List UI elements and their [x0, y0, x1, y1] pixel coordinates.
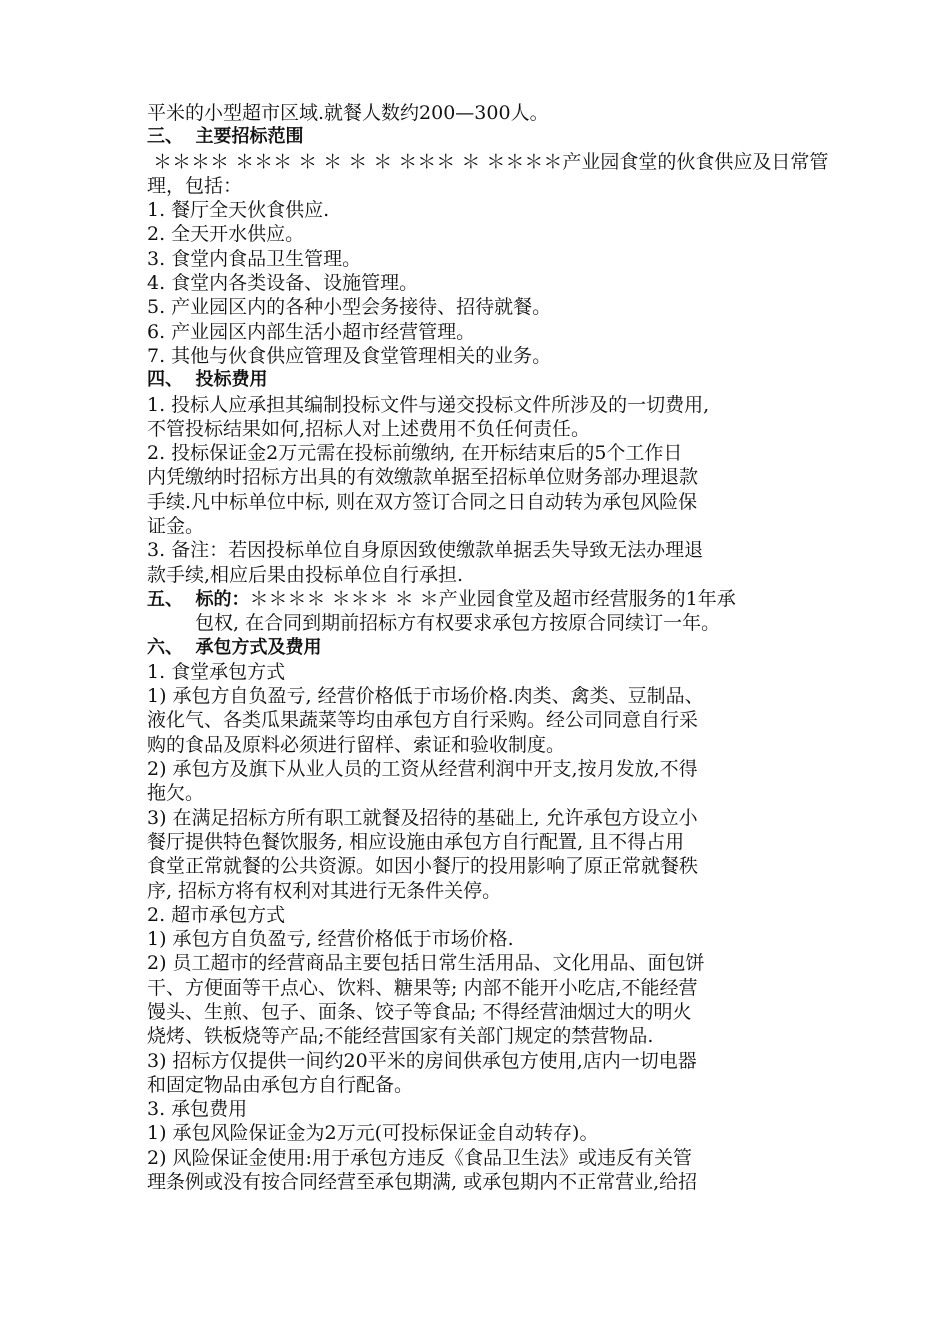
text-line: 馒头、生煎、包子、面条、饺子等食品; 不得经营油烟过大的明火	[147, 1000, 692, 1023]
text-line: 食堂正常就餐的公共资源。如因小餐厅的投用影响了原正常就餐秩	[147, 855, 699, 878]
text-line: 平米的小型超市区域.就餐人数约200—300人。	[147, 102, 549, 124]
section-heading: 五、 标的：	[147, 588, 250, 610]
text-line: 3) 招标方仅提供一间约20平米的房间供承包方使用,店内一切电器	[147, 1049, 697, 1072]
section-heading: 六、 承包方式及费用	[147, 636, 322, 658]
list-item: 7. 其他与伙食供应管理及食堂管理相关的业务。	[147, 344, 552, 367]
text-line: 3. 备注：若因投标单位自身原因致使缴款单据丢失导致无法办理退	[147, 539, 704, 562]
text-line: ＊＊＊＊ ＊＊＊ ＊ ＊ ＊ ＊ ＊＊＊ ＊ ＊＊＊＊产业园食堂的伙食供应及日常管	[147, 150, 829, 173]
text-line: 证金。	[147, 515, 205, 538]
text-line: 1. 投标人应承担其编制投标文件与递交投标文件所涉及的一切费用,	[147, 393, 710, 416]
text-line: 1) 承包方自负盈亏, 经营价格低于市场价格.肉类、禽类、豆制品、	[147, 685, 704, 708]
text-line: 和固定物品由承包方自行配备。	[147, 1073, 414, 1096]
text-line: 2) 风险保证金使用:用于承包方违反《食品卫生法》或违反有关管	[147, 1146, 692, 1169]
text-line: 2) 员工超市的经营商品主要包括日常生活用品、文化用品、面包饼	[147, 952, 705, 975]
text-line: 购的食品及原料必须进行留样、索证和验收制度。	[147, 733, 566, 756]
list-item: 6. 产业园区内部生活小超市经营管理。	[147, 320, 476, 343]
text-line: 款手续,相应后果由投标单位自行承担.	[147, 563, 464, 586]
text-line: 理条例或没有按合同经营至承包期满, 或承包期内不正常营业,给招	[147, 1171, 698, 1194]
text-line: 烧烤、铁板烧等产品;不能经营国家有关部门规定的禁营物品.	[147, 1025, 654, 1048]
text-line: 3) 在满足招标方所有职工就餐及招待的基础上, 允许承包方设立小	[147, 806, 698, 829]
text-line: 包权, 在合同到期前招标方有权要求承包方按原合同续订一年。	[195, 612, 721, 635]
section-heading-with-text	[147, 587, 817, 611]
list-item: 2. 全天开水供应。	[147, 223, 305, 246]
section-heading: 四、 投标费用	[147, 369, 268, 391]
list-item: 3. 承包费用	[147, 1098, 248, 1121]
section-heading: 三、 主要招标范围	[147, 126, 304, 148]
text-line: 内凭缴纳时招标方出具的有效缴款单据至招标单位财务部办理退款	[147, 466, 699, 489]
list-item: 2. 超市承包方式	[147, 903, 286, 926]
text-line: 理，包括：	[147, 174, 243, 197]
text-line: 拖欠。	[147, 782, 205, 805]
text-fragment: ＊＊＊＊ ＊＊＊ ＊ ＊产业园食堂及超市经营服务的1年承	[249, 587, 736, 610]
document-page	[147, 101, 829, 1194]
text-line: 1) 承包风险保证金为2万元(可投标保证金自动转存)。	[147, 1122, 599, 1145]
list-item: 1. 餐厅全天伙食供应.	[147, 199, 330, 222]
text-line: 不管投标结果如何,招标人对上述费用不负任何责任。	[147, 417, 591, 440]
text-line: 液化气、各类瓜果蔬菜等均由承包方自行采购。经公司同意自行采	[147, 709, 699, 732]
list-item: 1. 食堂承包方式	[147, 660, 286, 683]
text-line: 2) 承包方及旗下从业人员的工资从经营利润中开支,按月发放,不得	[147, 758, 698, 781]
list-item: 4. 食堂内各类设备、设施管理。	[147, 272, 419, 295]
text-line: 1) 承包方自负盈亏, 经营价格低于市场价格.	[147, 928, 514, 951]
text-line: 手续.凡中标单位中标, 则在双方签订合同之日自动转为承包风险保	[147, 490, 698, 513]
text-line: 餐厅提供特色餐饮服务, 相应设施由承包方自行配置, 且不得占用	[147, 830, 685, 853]
text-line: 序, 招标方将有权利对其进行无条件关停。	[147, 879, 502, 902]
list-item: 5. 产业园区内的各种小型会务接待、招待就餐。	[147, 296, 552, 319]
text-line: 2. 投标保证金2万元需在投标前缴纳, 在开标结束后的5个工作日	[147, 442, 683, 465]
list-item: 3. 食堂内食品卫生管理。	[147, 247, 362, 270]
text-line: 干、方便面等干点心、饮料、糖果等; 内部不能开小吃店,不能经营	[147, 976, 698, 999]
